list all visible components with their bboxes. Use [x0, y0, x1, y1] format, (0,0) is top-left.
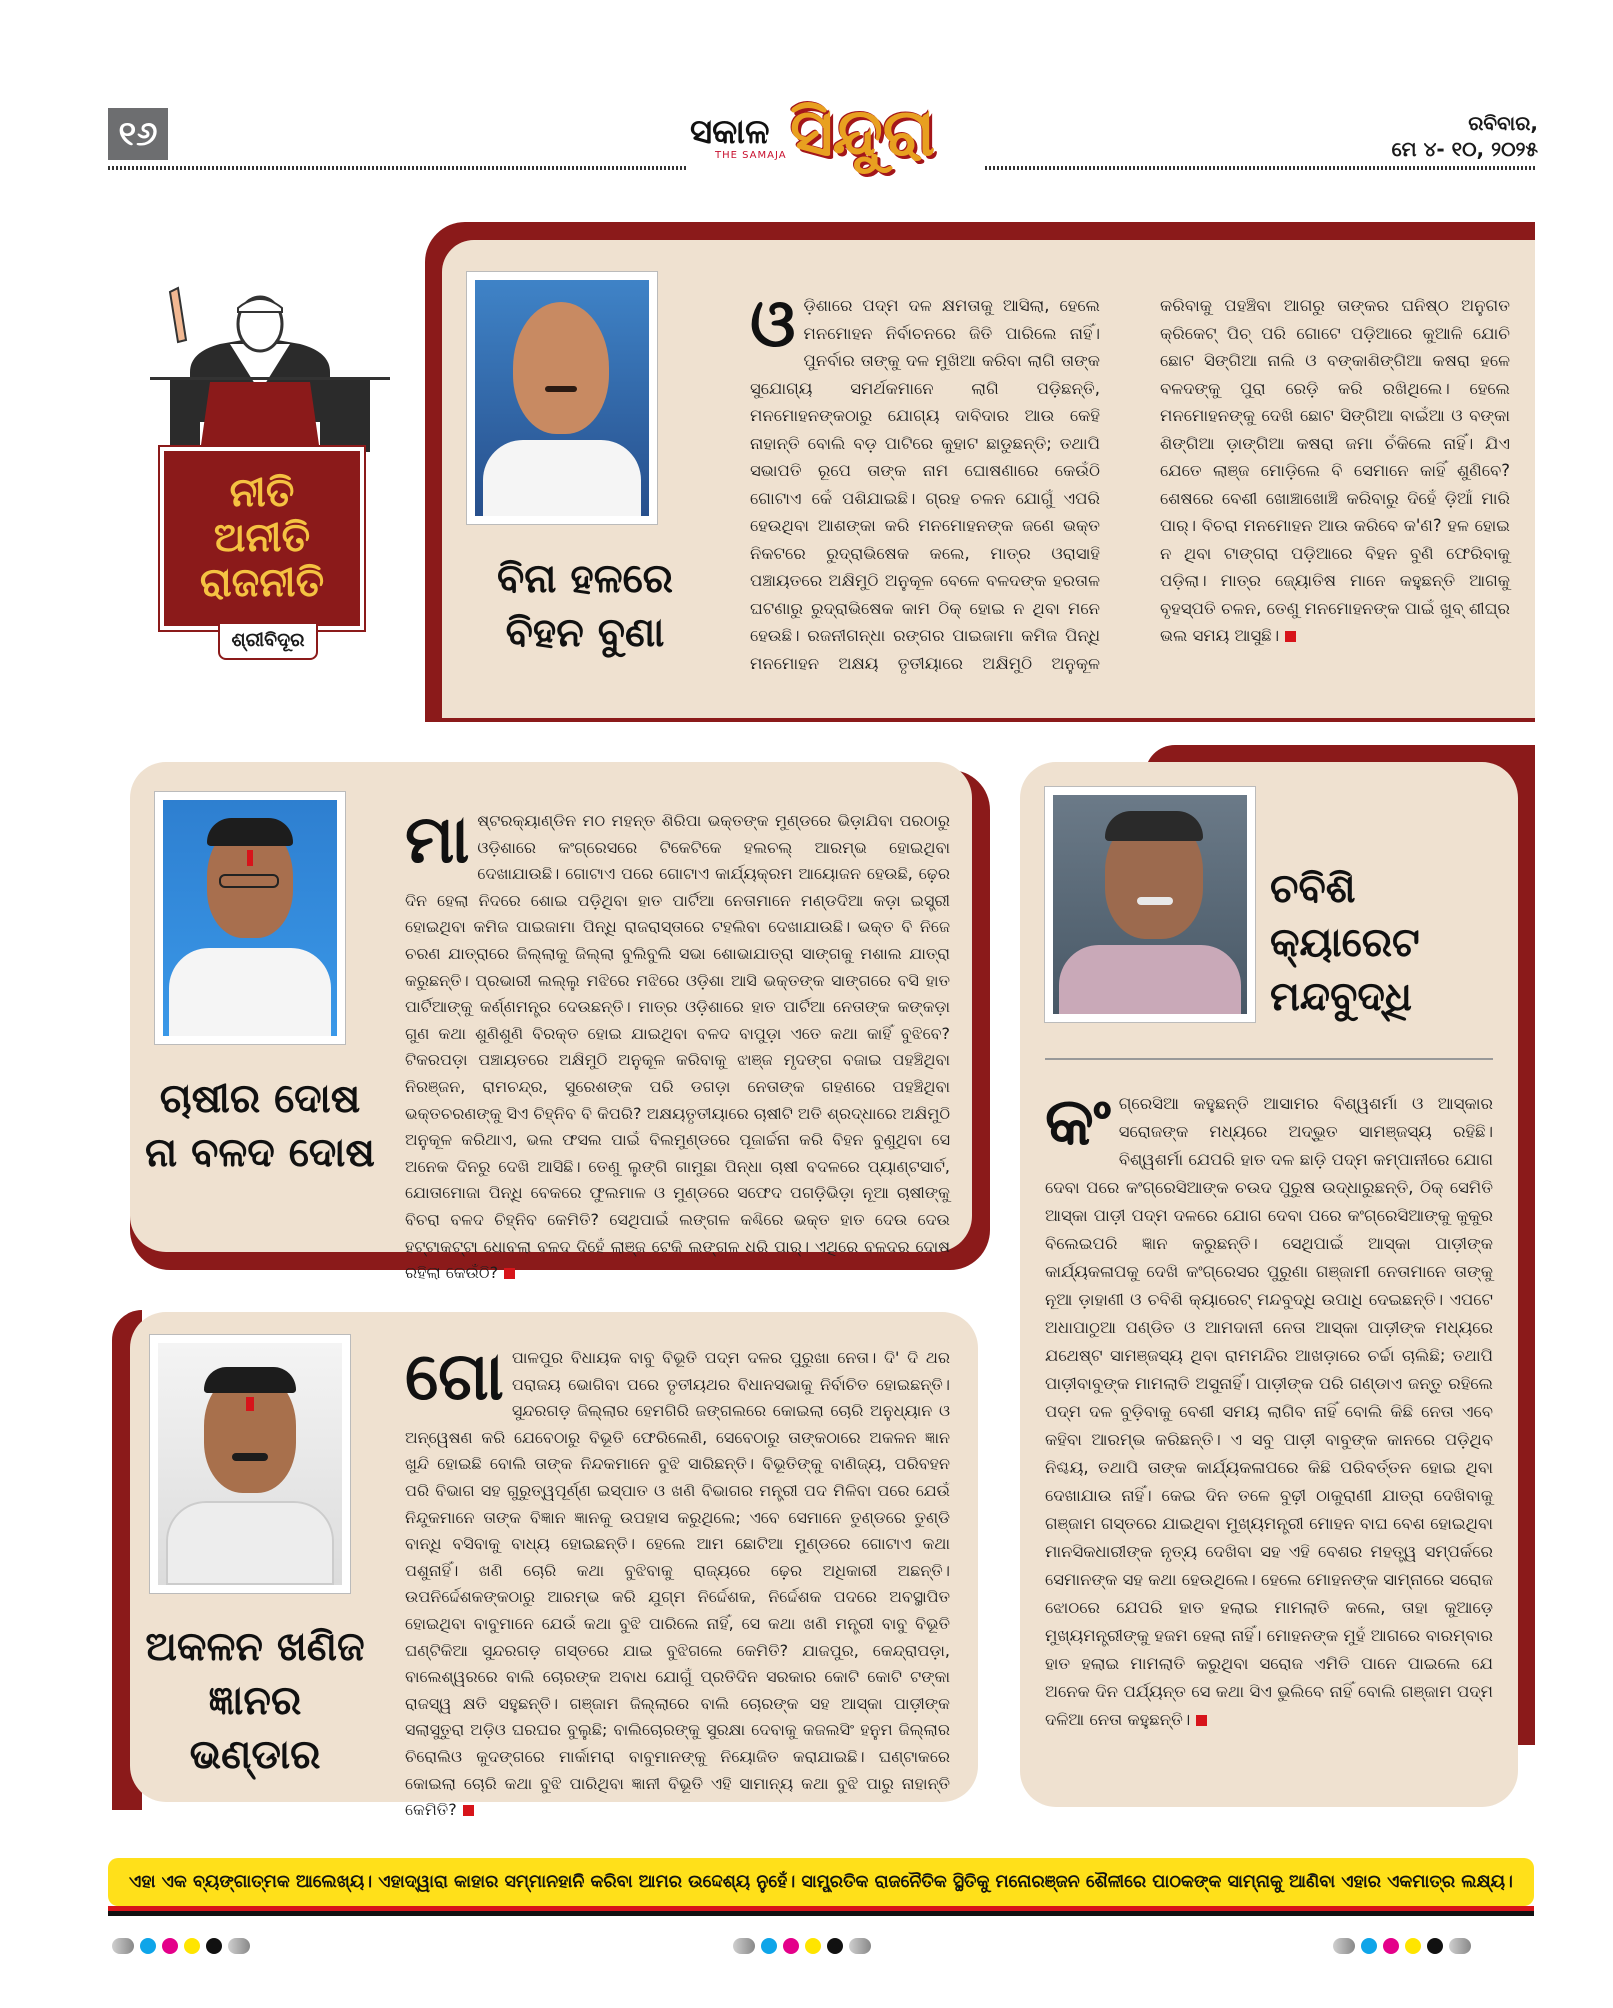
- article-3-text: ଗ୍ରେସିଆ କହୁଛନ୍ତି ଆସାମର ବିଶ୍ୱଶର୍ମା ଓ ଆସ୍କାର ସରୋଜଙ୍କ ମଧ୍ୟରେ ଅଦ୍ଭୁତ ସାମଞ୍ଜସ୍ୟ ରହିଛି। ବିଶ୍ୱଶର୍ମା ଯେପରି ହାତ ଦଳ ଛାଡ଼ି ପଦ୍ମ କମ୍ପାନୀରେ ଯୋଗ ଦେବା ପରେ କଂଗ୍ରେସିଆଙ୍କ ଚଉଦ ପୁରୁଷ ଉଦ୍ଧାରୁଛନ୍ତି, ଠିକ୍‌ ସେମିତି ଆସ୍କା ପାଡ଼ୀ ପଦ୍ମ ଦଳରେ ଯୋଗ ଦେବା ପରେ କଂଗ୍ରେସିଆଙ୍କୁ କୁକୁର ବିଲେଇପରି ଜ୍ଞାନ କରୁଛନ୍ତି। ସେଥିପାଇଁ ଆସ୍କା ପାଡ଼ୀଙ୍କ କାର୍ଯ୍ୟକଳାପକୁ ଦେଖି କଂଗ୍ରେସର ପୁରୁଣା ଗଞ୍ଜାମୀ ନେତାମାନେ ତାଙ୍କୁ ନୂଆ ଡ଼ାହାଣୀ ଓ ଚବିଶି କ୍ୟାରେଟ୍‌ ମନ୍ଦବୁଦ୍ଧି ଉପାଧି ଦେଇଛନ୍ତି। ଏପଟେ ଅଧାପାଠୁଆ ପଣ୍ଡିତ ଓ ଆମଦାନୀ ନେତା ଆସ୍କା ପାଡ଼ୀଙ୍କ ମଧ୍ୟରେ ଯଥେଷ୍ଟ ସାମଞ୍ଜସ୍ୟ ଥିବା ରାମମନ୍ଦିର ଆଖଡ଼ାରେ ଚର୍ଚ୍ଚା ଚାଲିଛି; ତଥାପି ପାଡ଼ୀବାବୁଙ୍କ ମାମଲାତି ଅସୁନାହିଁ। ପାଡ଼ୀଙ୍କ ପରି ଗଣ୍ଡାଏ ଜନ୍ତୁ ରହିଲେ ପଦ୍ମ ଦଳ ବୁଡ଼ିବାକୁ ବେଶୀ ସମୟ ଲାଗିବ ନାହିଁ ବୋଲି କିଛି ନେତା ଏବେ କହିବା ଆରମ୍ଭ କରିଛନ୍ତି। ଏ ସବୁ ପାଡ଼ୀ ବାବୁଙ୍କ କାନରେ ପଡ଼ିଥିବ ନିଶ୍ଚୟ, ତଥାପି ତାଙ୍କ କାର୍ଯ୍ୟକଳାପରେ କିଛି ପରିବର୍ତ୍ତନ ହୋଇ ଥିବା ଦେଖାଯାଉ ନାହିଁ। କେଇ ଦିନ ତଳେ ବୁଢ଼ୀ ଠାକୁରାଣୀ ଯାତ୍ରା ଦେଖିବାକୁ ଗଞ୍ଜାମ ଗସ୍ତରେ ଯାଇଥିବା ମୁଖ୍ୟମନ୍ତ୍ରୀ ମୋହନ ବାଘ ବେଶ ହୋଇଥିବା ମାନସିକଧାରୀଙ୍କ ନୃତ୍ୟ ଦେଖିବା ସହ ଏହି ବେଶର ମହତ୍ତ୍ୱ ସମ୍ପର୍କରେ ସେମାନଙ୍କ ସହ କଥା ହେଉଥିଲେ। ହେଲେ ମୋହନଙ୍କ ସାମ୍ନାରେ ସରୋଜ ଝୋଠରେ ଯେପରି ହାତ ହଲାଇ ମାମଲାତି କଲେ, ତାହା କୁଆଡ଼େ ମୁଖ୍ୟମନ୍ତ୍ରୀଙ୍କୁ ହଜମ ହେଲା ନାହିଁ। ମୋହନଙ୍କ ମୁହଁ ଆଗରେ ବାରମ୍ବାର ହାତ ହଲାଇ ମାମଲାତି କରୁଥିବା ସରୋଜ ଏମିତି ପାନେ ପାଇଲେ ଯେ ଅନେକ ଦିନ ପର୍ଯ୍ୟନ୍ତ ସେ କଥା ସିଏ ଭୁଲିବେ ନାହିଁ ବୋଲି ଗଞ୍ଜାମ ପଦ୍ମ ଦଳିଆ ନେତା କହୁଛନ୍ତି।: [1045, 1094, 1493, 1729]
- article-4-headline-line-2: ଜ୍ଞାନର ଭଣ୍ଡାର: [189, 1678, 321, 1778]
- article-4-body: [405, 1338, 950, 1820]
- header-rule-left: [108, 166, 688, 170]
- article-1-end-mark: [1285, 631, 1296, 642]
- disclaimer-banner: ଏହା ଏକ ବ୍ୟଙ୍ଗାତ୍ମକ ଆଲେଖ୍ୟ। ଏହାଦ୍ୱାରା କାହାର ସମ୍ମାନହାନି କରିବା ଆମର ଉଦ୍ଦେଶ୍ୟ ନୁହେଁ। ସାମ୍ପ୍ରତିକ ରାଜନୈତିକ ସ୍ଥିତିକୁ ମନୋରଞ୍ଜନ ଶୈଳୀରେ ପାଠକଙ୍କ ସାମ୍ନାକୁ ଆଣିବା ଏହାର ଏକମାତ୍ର ଲକ୍ଷ୍ୟ।: [108, 1858, 1534, 1906]
- article-1-body: [750, 285, 1510, 694]
- article-1-headline-line-1: ବିନା ହଳରେ: [497, 556, 673, 602]
- column-author: ଶ୍ରୀବିଦୂର: [218, 622, 318, 660]
- article-3-headline-line-2: କ୍ୟାରେଟ: [1270, 920, 1420, 966]
- article-4-text: ପାଳପୁର ବିଧାୟକ ବାବୁ ବିଭୂତି ପଦ୍ମ ଦଳର ପୁରୁଖା ନେତା। ଦି' ଦି ଥର ପରାଜୟ ଭୋଗିବା ପରେ ତୃତୀୟଥର ବିଧାନସଭାକୁ ନିର୍ବାଚିତ ହୋଇଛନ୍ତି। ସୁନ୍ଦରଗଡ଼ ଜିଲ୍ଲାର ହେମଗିରି ଜଙ୍ଗଲରେ କୋଇଲା ଚୋରି ଅନୁଧ୍ୟାନ ଓ ଅନ୍ୱେଷଣ କରି ଯେବେଠାରୁ ବିଭୂତି ଫେରିଲେଣି, ସେବେଠାରୁ ତାଙ୍କଠାରେ ଅକଳନ ଜ୍ଞାନ ଖୁନ୍ଦି ହୋଇଛି ବୋଲି ତାଙ୍କ ନିନ୍ଦକମାନେ ବୁଝି ସାରିଛନ୍ତି। ବିଭୂତିଙ୍କୁ ବାଣିଜ୍ୟ, ପରିବହନ ପରି ବିଭାଗ ସହ ଗୁରୁତ୍ୱପୂର୍ଣ୍ଣ ଇସ୍ପାତ ଓ ଖଣି ବିଭାଗର ମନ୍ତ୍ରୀ ପଦ ମିଳିବା ପରେ ଯେଉଁ ନିନ୍ଦୁକମାନେ ତାଙ୍କ ବିଜ୍ଞାନ ଜ୍ଞାନକୁ ଉପହାସ କରୁଥିଲେ; ଏବେ ସେମାନେ ତୁଣ୍ଡରେ ତୁଣ୍ଡି ବାନ୍ଧି ବସିବାକୁ ବାଧ୍ୟ ହୋଇଛନ୍ତି। ହେଲେ ଆମ ଛୋଟିଆ ମୁଣ୍ଡରେ ଗୋଟାଏ କଥା ପଶୁନାହିଁ। ଖଣି ଚୋରି କଥା ବୁଝିବାକୁ ରାଜ୍ୟରେ ଢ଼େର ଅଧିକାରୀ ଅଛନ୍ତି। ଉପନିର୍ଦ୍ଦେଶକଙ୍କଠାରୁ ଆରମ୍ଭ କରି ଯୁଗ୍ମ ନିର୍ଦ୍ଦେଶକ, ନିର୍ଦ୍ଦେଶକ ପଦରେ ଅବସ୍ଥାପିତ ହୋଇଥିବା ବାବୁମାନେ ଯେଉଁ କଥା ବୁଝି ପାରିଲେ ନାହିଁ, ସେ କଥା ଖଣି ମନ୍ତ୍ରୀ ବାବୁ ବିଭୂତି ଘଣ୍ଟିକିଆ ସୁନ୍ଦରଗଡ଼ ଗସ୍ତରେ ଯାଇ ବୁଝିଗଲେ କେମିତି? ଯାଜପୁର, କେନ୍ଦ୍ରାପଡ଼ା, ବାଲେଶ୍ୱରରେ ବାଲି ଚୋରଙ୍କ ଅବାଧ ଯୋଗୁଁ ପ୍ରତିଦିନ ସରକାର କୋଟି କୋଟି ଟଙ୍କା ରାଜସ୍ୱ କ୍ଷତି ସହୁଛନ୍ତି। ଗଞ୍ଜାମ ଜିଲ୍ଲାରେ ବାଲି ଚୋରଙ୍କ ସହ ଆସ୍କା ପାଡ଼ୀଙ୍କ ସଲାସୁତୁରା ଅଡ଼ିଓ ଘରଘର ବୁଲୁଛି; ବାଲିଚୋରଙ୍କୁ ସୁରକ୍ଷା ଦେବାକୁ କଜଲସିଂ ହନୁମ ଜିଲ୍ଲାର ଚିରୋଲିଓ କୁଦଙ୍ଗରେ ମାର୍କାମରା ବାବୁମାନଙ୍କୁ ନିୟୋଜିତ କରାଯାଇଛି। ଘଣ୍ଟାକରେ କୋଇଲା ଚୋରି କଥା ବୁଝି ପାରିଥିବା ଜ୍ଞାନୀ ବିଭୂତି ଏହି ସାମାନ୍ୟ କଥା ବୁଝି ପାରୁ ନାହାନ୍ତି କେମିତି?: [405, 1348, 950, 1820]
- column-title-line-1: ନୀତି: [229, 470, 295, 517]
- article-3-end-mark: [1196, 1715, 1207, 1726]
- article-1-headline: [470, 552, 700, 660]
- masthead-sakal: ସକାଳ: [690, 112, 770, 152]
- article-3-divider: [1045, 1058, 1493, 1060]
- column-title-line-3: ରାଜନୀତି: [199, 559, 325, 606]
- article-2-dropcap: ମା: [405, 801, 470, 878]
- article-1-photo: [467, 272, 657, 524]
- article-3-photo: [1045, 787, 1255, 1022]
- article-2-body: [405, 801, 951, 1283]
- article-4-dropcap: ଗୋ: [405, 1338, 504, 1415]
- article-2-headline-line-1: ଚାଷୀର ଦୋଷ: [159, 1076, 361, 1122]
- article-4-photo: [150, 1335, 350, 1593]
- article-4-headline-line-1: ଅକଳନ ଖଣିଜ: [145, 1624, 365, 1670]
- registration-marks-center: [733, 1938, 871, 1954]
- article-3-headline: [1270, 862, 1510, 1024]
- article-1-dropcap: ଓ: [750, 285, 796, 362]
- dateline-day: ରବିବାର,: [1468, 111, 1538, 135]
- article-3-headline-line-1: ଚବିଶି: [1270, 866, 1356, 912]
- article-1-text: ଡ଼ିଶାରେ ପଦ୍ମ ଦଳ କ୍ଷମତାକୁ ଆସିଲା, ହେଲେ ମନମୋହନ ନିର୍ବାଚନରେ ଜିତି ପାରିଲେ ନାହିଁ। ପୁନର୍ବାର ତାଙ୍କୁ ଦଳ ମୁଖିଆ କରିବା ଲାଗି ତାଙ୍କ ସୁଯୋଗ୍ୟ ସମର୍ଥକମାନେ ଲାଗି ପଡ଼ିଛନ୍ତି, ମନମୋହନଙ୍କଠାରୁ ଯୋଗ୍ୟ ଦାବିଦାର ଆଉ କେହି ନାହାନ୍ତି ବୋଲି ବଡ଼ ପାଟିରେ କୁହାଟ ଛାଡୁଛନ୍ତି; ତଥାପି ସଭାପତି ରୂପେ ତାଙ୍କ ନାମ ଘୋଷଣାରେ କେଉଁଠି ଗୋଟାଏ କେଁ ପଶିଯାଇଛି। ଗ୍ରହ ଚଳନ ଯୋଗୁଁ ଏପରି ହେଉଥିବା ଆଶଙ୍କା କରି ମନମୋହନଙ୍କ ଜଣେ ଭକ୍ତ ନିକଟରେ ରୁଦ୍ରାଭିଷେକ କଲେ, ମାତ୍ର ଓରାସାହି ପଞ୍ଚାୟତରେ ଅକ୍ଷିମୁଠି ଅନୁକୂଳ ବେଳେ ବଳଦଙ୍କ ହରତାଳ ଘଟଣାରୁ ରୁଦ୍ରାଭିଷେକ କାମ ଠିକ୍‌ ହୋଇ ନ ଥିବା ମନେ ହେଉଛି। ରଜନୀଗନ୍ଧା ରଙ୍ଗର ପାଇଜାମା କମିଜ ପିନ୍ଧି ମନମୋହନ ଅକ୍ଷୟ ତୃତୀୟାରେ ଅକ୍ଷିମୁଠି ଅନୁକୂଳ କରିବାକୁ ପହଞ୍ଚିବା ଆଗରୁ ତାଙ୍କର ଘନିଷ୍ଠ ଅନୁଗତ କ୍ରିକେଟ୍‌ ପିଚ୍‌ ପରି ଗୋଟେ ପଡ଼ିଆରେ କୁଆଳି ଯୋଚି ଛୋଟ ସିଙ୍ଗିଆ ନାଲି ଓ ବଙ୍କାଶିଙ୍ଗିଆ କଷରା ହଳେ ବଳଦଙ୍କୁ ପୁରା ରେଡ଼ି କରି ରଖିଥିଲେ। ହେଲେ ମନମୋହନଙ୍କୁ ଦେଖି ଛୋଟ ସିଙ୍ଗିଆ ବାଇଁଆ ଓ ବଙ୍କା ଶିଙ୍ଗିଆ ଡ଼ାଙ୍ଗିଆ କଷରା ଜମା ଚଁକିଲେ ନାହିଁ। ଯିଏ ଯେତେ ଲାଞ୍ଜ ମୋଡ଼ିଲେ ବି ସେମାନେ କାହିଁ ଶୁଣିବେ? ଶେଷରେ ବେଶୀ ଖୋଞ୍ଚାଖୋଞ୍ଚି କରିବାରୁ ଦିହେଁ ଡ଼ିଆଁ ମାରି ପାର୍‌। ବିଚରା ମନମୋହନ ଆଉ କରିବେ କ'ଣ? ହଳ ହୋଇ ନ ଥିବା ଟାଙ୍ଗରା ପଡ଼ିଆରେ ବିହନ ବୁଣି ଫେରିବାକୁ ପଡ଼ିଲା। ମାତ୍ର ଜ୍ୟୋତିଷ ମାନେ କହୁଛନ୍ତି ଆଗକୁ ବୃହସ୍ପତି ଚଳନ, ତେଣୁ ମନମୋହନଙ୍କ ପାଇଁ ଖୁବ୍‌ ଶୀଘ୍ର ଭଲ ସମୟ ଆସୁଛି।: [750, 296, 1510, 673]
- registration-marks-left: [112, 1938, 250, 1954]
- article-2-headline-line-2: ନା ବଳଦ ଦୋଷ: [145, 1130, 375, 1176]
- footer-strip-black: [108, 1911, 1534, 1916]
- politician-podium-illustration: [150, 282, 390, 452]
- article-3-frame-side: [1515, 745, 1535, 1745]
- masthead-sakal-sub: THE SAMAJA: [715, 150, 787, 161]
- header-rule-right: [985, 166, 1535, 170]
- registration-marks-right: [1333, 1938, 1471, 1954]
- article-4-end-mark: [463, 1805, 474, 1816]
- dateline-date: ମେ ୪- ୧୦, ୨୦୨୫: [1391, 137, 1538, 161]
- page-number: ୧୬: [108, 108, 168, 160]
- article-1-headline-line-2: ବିହନ ବୁଣା: [505, 610, 665, 656]
- masthead-sindura: ସିନ୍ଦୁରା: [790, 94, 936, 171]
- column-logo: [160, 447, 364, 630]
- article-2-text: ଷ୍ଟରକ୍ୟାଣ୍ଡିନ ମଠ ମହନ୍ତ ଶିରିପା ଭକ୍ତଙ୍କ ମୁଣ୍ଡରେ ଭିଡ଼ାଯିବା ପରଠାରୁ ଓଡ଼ିଶାରେ କଂଗ୍ରେସରେ ଟିକେଟିକେ ହଲଚଲ୍‌ ଆରମ୍ଭ ହୋଇଥିବା ଦେଖାଯାଉଛି। ଗୋଟାଏ ପରେ ଗୋଟାଏ କାର୍ଯ୍ୟକ୍ରମ ଆୟୋଜନ ହେଉଛି, ଢ଼େର ଦିନ ହେଲା ନିଦରେ ଶୋଇ ପଡ଼ିଥିବା ହାତ ପାର୍ଟିଆ ନେତାମାନେ ମଣ୍ଡଦିଆ କଡ଼ା ଇସ୍ତ୍ରୀ ହୋଇଥିବା କମିଜ ପାଇଜାମା ପିନ୍ଧି ରାଜରାସ୍ତାରେ ଟହଲିବା ଦେଖାଯାଉଛି। ଭକ୍ତ ବି ନିଜେ ଚରଣ ଯାତ୍ରାରେ ଜିଲ୍ଲାକୁ ଜିଲ୍ଲା ବୁଲିବୁଲି ସଭା ଶୋଭାଯାତ୍ରା ସାଙ୍ଗକୁ ମଶାଲ ଯାତ୍ରା କରୁଛନ୍ତି। ପ୍ରଭାରୀ ଲଲ୍ଲୁ ମଝିରେ ମଝିରେ ଓଡ଼ିଶା ଆସି ଭକ୍ତଙ୍କ ସାଙ୍ଗରେ ବସି ହାତ ପାର୍ଟିଆଙ୍କୁ କର୍ଣ୍ଣମନ୍ତ୍ର ଦେଉଛନ୍ତି। ମାତ୍ର ଓଡ଼ିଶାରେ ହାତ ପାର୍ଟିଆ ନେତାଙ୍କ କଙ୍କଡ଼ା ଗୁଣ କଥା ଶୁଣିଶୁଣି ବିରକ୍ତ ହୋଇ ଯାଇଥିବା ବଳଦ ବାପୁଡ଼ା ଏତେ କଥା କାହିଁ ବୁଝିବେ? ଟିକରପଡ଼ା ପଞ୍ଚାୟତରେ ଅକ୍ଷିମୁଠି ଅନୁକୂଳ କରିବାକୁ ଝାଞ୍ଜ ମୃଦଙ୍ଗ ବଜାଇ ପହଞ୍ଚିଥିବା ନିରଞ୍ଜନ, ରାମଚନ୍ଦ୍ର, ସୁରେଶଙ୍କ ପରି ଡଗଡ଼ା ନେତାଙ୍କ ଗହଣରେ ପହଞ୍ଚିଥିବା ଭକ୍ତଚରଣଙ୍କୁ ସିଏ ଚିହ୍ନିବ ବି କିପରି? ଅକ୍ଷୟତୃତୀୟାରେ ଚାଷୀଟି ଅତି ଶ୍ରଦ୍ଧାରେ ଅକ୍ଷିମୁଠି ଅନୁକୂଳ କରିଥାଏ, ଭଲ ଫସଲ ପାଇଁ ବିଲମୁଣ୍ଡରେ ପୂଜାର୍ଚ୍ଚନା କରି ବିହନ ବୁଣୁଥିବା ସେ ଅନେକ ଦିନରୁ ଦେଖି ଆସିଛି। ତେଣୁ ଲୁଙ୍ଗି ଗାମୁଛା ପିନ୍ଧା ଚାଷୀ ବଦଳରେ ପ୍ୟାଣ୍ଟସାର୍ଟ, ଯୋତାମୋଜା ପିନ୍ଧି ବେକରେ ଫୁଲମାଳ ଓ ମୁଣ୍ଡରେ ସଫେଦ ପଗଡ଼ିଭିଡ଼ା ନୂଆ ଚାଷୀଙ୍କୁ ବିଚରା ବଳଦ ଚିହ୍ନିବ କେମିତି? ସେଥିପାଇଁ ଲଙ୍ଗଳ କଣ୍ଢିରେ ଭକ୍ତ ହାତ ଦେଉ ଦେଉ ହଟ୍ଟାକଟ୍ଟା ଧୋବଲା ବଳଦ ଦିହେଁ ଲାଞ୍ଜ ଟେକି ଲଙ୍ଗଳ ଧରି ପାର୍‌। ଏଥିରେ ବଳଦର ଦୋଷ ରହିଲା କେଉଁଠି?: [405, 811, 951, 1283]
- article-3-body: [1045, 1083, 1493, 1790]
- dateline: [1392, 110, 1538, 162]
- article-2-end-mark: [504, 1268, 515, 1279]
- article-4-headline: [140, 1620, 370, 1782]
- column-title-line-2: ଅନୀତି: [213, 515, 311, 562]
- article-2-photo: [155, 792, 345, 1044]
- article-3-dropcap: କଂ: [1045, 1083, 1111, 1160]
- article-3-headline-line-3: ମନ୍ଦବୁଦ୍ଧି: [1270, 974, 1412, 1020]
- article-2-headline: [140, 1072, 380, 1180]
